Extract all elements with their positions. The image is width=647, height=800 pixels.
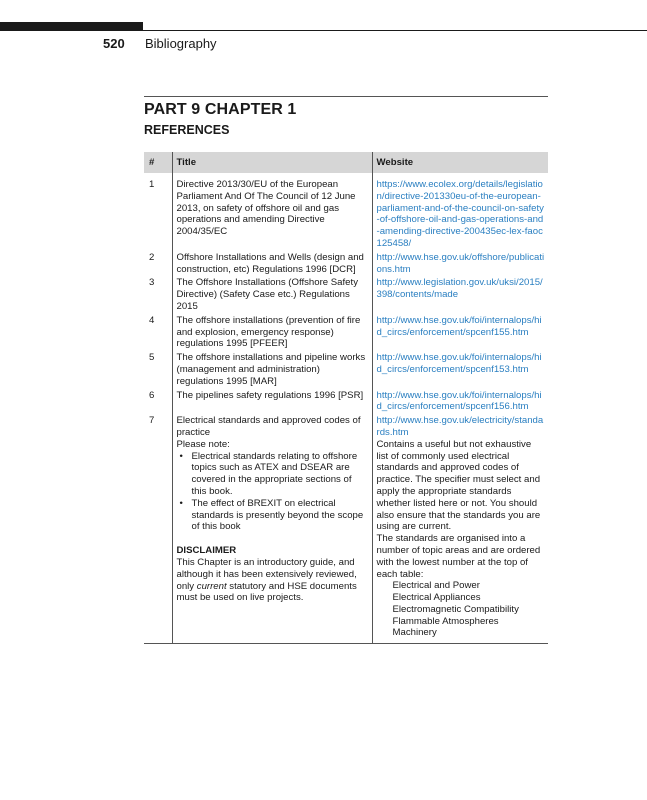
header-rule	[143, 30, 647, 31]
note-item: • The effect of BREXIT on electrical standards is presently beyond the scope of this book	[192, 498, 369, 533]
row-title: Directive 2013/30/EU of the European Parliament And Of The Council of 12 June 2013, on safety of offshore oil and gas operations and amending Directive 2004/35/EC	[172, 173, 372, 251]
row-website-link[interactable]: http://www.hse.gov.uk/foi/internalops/hid_circs/enforcement/spcenf155.htm	[372, 314, 548, 351]
note-item: • Electrical standards relating to offshore topics such as ATEX and DSEAR are covered in the appropriate sections of this book.	[192, 451, 369, 498]
row-title: The Offshore Installations (Offshore Safety Directive) (Safety Case etc.) Regulations 2015	[172, 276, 372, 313]
table-row	[144, 251, 548, 277]
row-website-link[interactable]: http://www.hse.gov.uk/offshore/publications.htm	[372, 251, 548, 277]
row-number: 5	[149, 352, 155, 364]
row-website-link[interactable]: http://www.legislation.gov.uk/uksi/2015/398/contents/made	[372, 276, 548, 313]
topic-list	[377, 580, 546, 639]
header-bar	[0, 22, 143, 31]
row-title: Electrical standards and approved codes of practice	[176, 415, 361, 438]
website-note: Contains a useful but not exhaustive list of commonly used electrical standards and approved codes of practice. The specifier must select and apply the appropriate standards whether listed here or not. You should also ensure that the standards you are using are current.	[376, 438, 541, 533]
note-label: Please note:	[176, 438, 230, 450]
page-number: 520	[103, 36, 125, 51]
row-number: 2	[149, 251, 155, 263]
row-website-cell	[372, 414, 548, 644]
references-table	[144, 152, 548, 644]
table-row	[144, 314, 548, 351]
table-header-row	[144, 152, 548, 173]
row-number: 4	[149, 314, 155, 326]
row-website-link[interactable]: http://www.hse.gov.uk/foi/internalops/hid_circs/enforcement/spcenf153.htm	[372, 351, 548, 388]
row-number: 3	[149, 277, 155, 289]
row-number: 1	[149, 179, 155, 190]
row-title: Offshore Installations and Wells (design and construction, etc) Regulations 1996 [DCR]	[172, 251, 372, 277]
section-rule	[144, 96, 548, 97]
topic-item: Flammable Atmospheres	[392, 615, 499, 627]
row-title-cell	[172, 414, 372, 644]
disclaimer-emphasis: current	[196, 580, 227, 592]
column-header-number: #	[144, 152, 172, 173]
row-number: 7	[144, 414, 172, 644]
topic-item: Machinery	[392, 627, 437, 639]
disclaimer-heading: DISCLAIMER	[176, 545, 237, 557]
row-website-link[interactable]: https://www.ecolex.org/details/legislation/directive-201330eu-of-the-european-parliament-and-of-the-council-on-safety-of-offshore-oil-and-gas-operations-and-amending-directive-200435ec-lex-faoc125458/	[372, 173, 548, 251]
column-header-website: Website	[372, 152, 548, 173]
row-title: The offshore installations and pipeline works (management and administration) regulations 1995 [MAR]	[172, 351, 372, 388]
row-website-link[interactable]: http://www.hse.gov.uk/foi/internalops/hid_circs/enforcement/spcenf156.htm	[372, 389, 548, 415]
table-row	[144, 389, 548, 415]
row-title: The offshore installations (prevention of fire and explosion, emergency response) regulations 1995 [PFEER]	[172, 314, 372, 351]
topic-item: Electromagnetic Compatibility	[392, 603, 519, 615]
row-number: 6	[149, 389, 155, 401]
running-title: Bibliography	[145, 36, 217, 51]
column-header-title: Title	[172, 152, 372, 173]
table-row	[144, 414, 548, 644]
section-subtitle: REFERENCES	[144, 123, 230, 137]
row-website-link[interactable]: http://www.hse.gov.uk/electricity/standards.htm	[376, 415, 544, 438]
topic-item: Electrical and Power	[392, 580, 480, 592]
part-title: PART 9 CHAPTER 1	[144, 101, 297, 118]
row-title: The pipelines safety regulations 1996 [PSR]	[172, 389, 372, 415]
table-row	[144, 351, 548, 388]
note-list	[177, 451, 369, 534]
website-note: The standards are organised into a number of topic areas and are ordered with the lowest number at the top of each table:	[376, 533, 541, 580]
table-row	[144, 173, 548, 251]
topic-item: Electrical Appliances	[392, 592, 481, 604]
table-row	[144, 276, 548, 313]
disclaimer-text: This Chapter is an introductory guide, and although it has been extensively reviewed, only current statutory and HSE documents must be used on live projects.	[176, 556, 357, 604]
